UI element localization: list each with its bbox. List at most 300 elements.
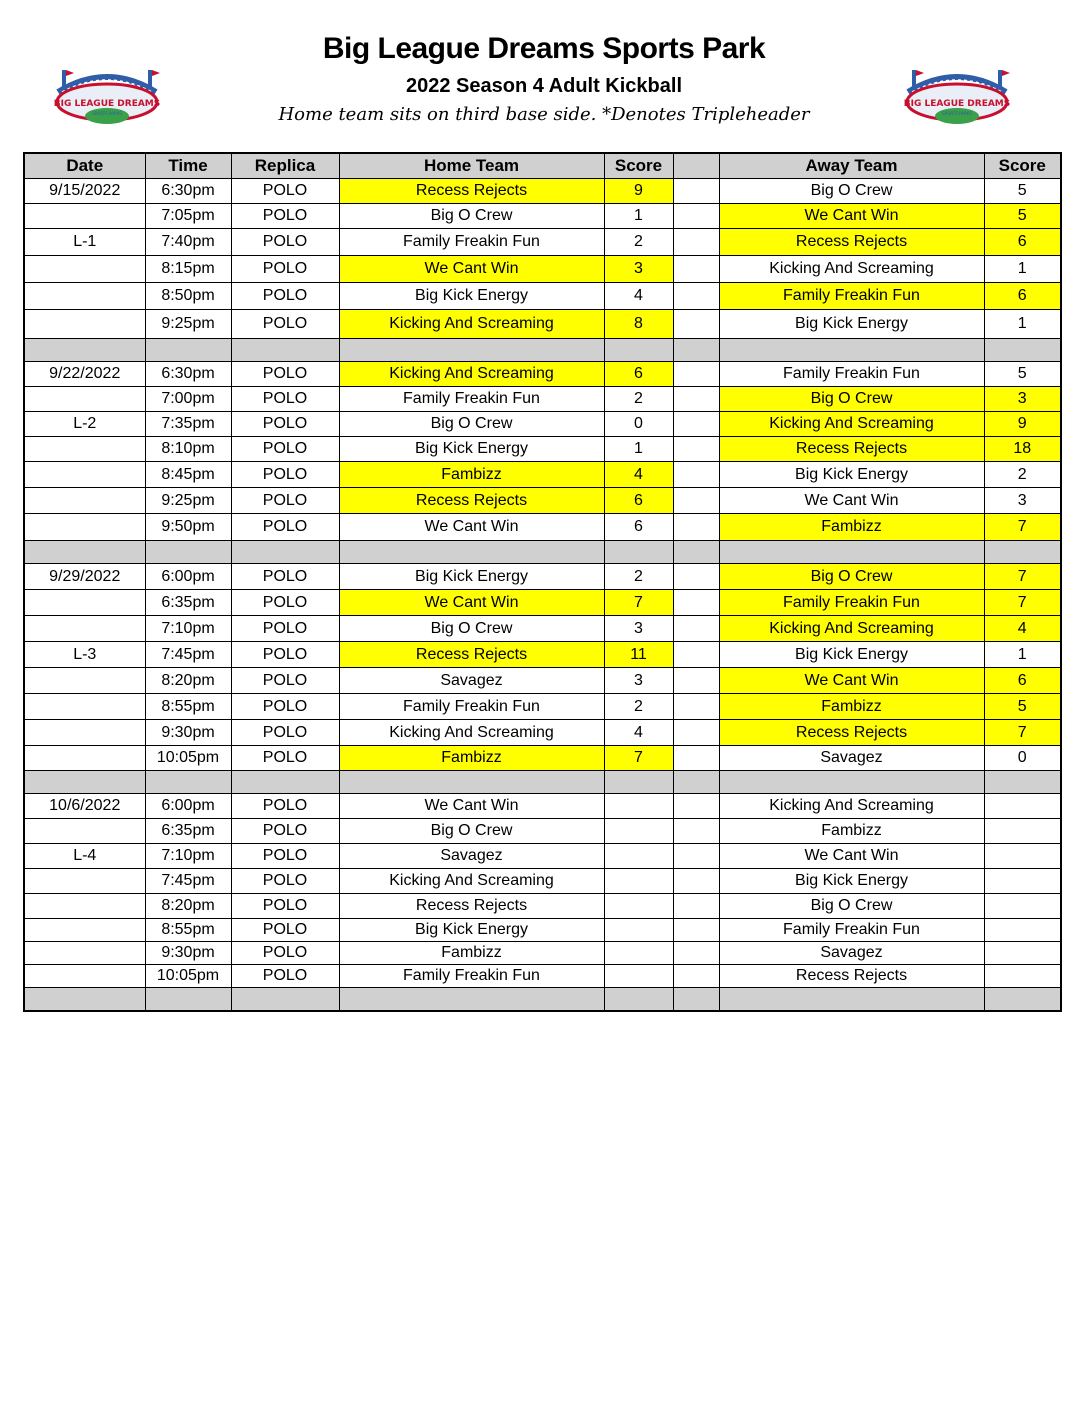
separator-cell: [719, 988, 984, 1012]
spacer-cell: [673, 437, 719, 462]
game-time: 9:50pm: [145, 514, 231, 541]
home-score: 6: [604, 514, 673, 541]
game-time: 6:00pm: [145, 794, 231, 819]
game-field: POLO: [231, 229, 339, 256]
separator-cell: [604, 339, 673, 362]
away-team: Family Freakin Fun: [719, 362, 984, 387]
away-score: 0: [984, 746, 1061, 771]
spacer-cell: [673, 616, 719, 642]
separator-cell: [673, 771, 719, 794]
separator-cell: [984, 988, 1061, 1012]
game-date: [24, 514, 145, 541]
home-score: [604, 965, 673, 988]
spacer-cell: [673, 642, 719, 668]
game-date: [24, 942, 145, 965]
big-league-dreams-logo: [898, 62, 1016, 130]
game-time: 6:35pm: [145, 590, 231, 616]
table-row: [24, 387, 1061, 412]
game-date: L-4: [24, 844, 145, 869]
table-row: [24, 437, 1061, 462]
page-subtitle: 2022 Season 4 Adult Kickball: [405, 75, 683, 97]
col-away-score: Score: [984, 153, 1061, 179]
home-team: Kicking And Screaming: [339, 869, 604, 894]
home-score: 0: [604, 412, 673, 437]
spacer-cell: [673, 668, 719, 694]
separator-cell: [145, 541, 231, 564]
game-date: [24, 819, 145, 844]
away-score: 5: [984, 694, 1061, 720]
away-team: Fambizz: [719, 514, 984, 541]
away-team: Big O Crew: [719, 179, 984, 204]
game-time: 7:45pm: [145, 642, 231, 668]
home-team: Family Freakin Fun: [339, 387, 604, 412]
away-team: Big O Crew: [719, 387, 984, 412]
table-row: [24, 283, 1061, 310]
separator-cell: [604, 771, 673, 794]
spacer-cell: [673, 488, 719, 514]
game-time: 6:35pm: [145, 819, 231, 844]
spacer-cell: [673, 942, 719, 965]
separator-cell: [673, 541, 719, 564]
home-team: Fambizz: [339, 746, 604, 771]
away-score: 3: [984, 387, 1061, 412]
separator-cell: [604, 541, 673, 564]
game-time: 8:45pm: [145, 462, 231, 488]
game-date: [24, 488, 145, 514]
table-row: [24, 488, 1061, 514]
table-row: [24, 204, 1061, 229]
game-time: 8:55pm: [145, 694, 231, 720]
game-time: 9:30pm: [145, 942, 231, 965]
separator-cell: [24, 771, 145, 794]
separator-cell: [984, 771, 1061, 794]
home-score: 4: [604, 720, 673, 746]
game-time: 9:25pm: [145, 488, 231, 514]
separator-cell: [719, 771, 984, 794]
away-team: Big Kick Energy: [719, 642, 984, 668]
home-team: Kicking And Screaming: [339, 362, 604, 387]
game-time: 8:20pm: [145, 894, 231, 919]
home-team: Recess Rejects: [339, 488, 604, 514]
spacer-cell: [673, 514, 719, 541]
away-score: 7: [984, 514, 1061, 541]
home-team: We Cant Win: [339, 256, 604, 283]
home-team: Big Kick Energy: [339, 283, 604, 310]
home-team: Family Freakin Fun: [339, 694, 604, 720]
separator-cell: [231, 988, 339, 1012]
spacer-cell: [673, 387, 719, 412]
home-score: [604, 819, 673, 844]
table-row: [24, 965, 1061, 988]
spacer-cell: [673, 720, 719, 746]
away-team: We Cant Win: [719, 488, 984, 514]
separator-cell: [339, 339, 604, 362]
game-date: [24, 894, 145, 919]
home-team: We Cant Win: [339, 794, 604, 819]
away-team: Recess Rejects: [719, 720, 984, 746]
table-row: [24, 616, 1061, 642]
game-time: 9:30pm: [145, 720, 231, 746]
spacer-cell: [673, 869, 719, 894]
away-score: 7: [984, 720, 1061, 746]
separator-cell: [339, 988, 604, 1012]
away-team: Recess Rejects: [719, 229, 984, 256]
away-score: [984, 894, 1061, 919]
schedule-body: [24, 179, 1061, 1012]
game-field: POLO: [231, 965, 339, 988]
away-score: 6: [984, 668, 1061, 694]
home-score: [604, 869, 673, 894]
separator-cell: [673, 339, 719, 362]
table-row: [24, 179, 1061, 204]
spacer-cell: [673, 462, 719, 488]
game-time: 7:45pm: [145, 869, 231, 894]
game-time: 9:25pm: [145, 310, 231, 339]
away-score: 5: [984, 179, 1061, 204]
game-date: [24, 204, 145, 229]
table-row: [24, 746, 1061, 771]
away-score: 9: [984, 412, 1061, 437]
game-field: POLO: [231, 387, 339, 412]
away-score: 7: [984, 564, 1061, 590]
home-score: 2: [604, 564, 673, 590]
week-separator-row: [24, 988, 1061, 1012]
game-field: POLO: [231, 794, 339, 819]
home-score: 11: [604, 642, 673, 668]
spacer-cell: [673, 412, 719, 437]
home-team: Savagez: [339, 844, 604, 869]
game-time: 8:50pm: [145, 283, 231, 310]
game-date: [24, 462, 145, 488]
home-team: We Cant Win: [339, 514, 604, 541]
away-team: Big Kick Energy: [719, 462, 984, 488]
separator-cell: [719, 339, 984, 362]
game-field: POLO: [231, 642, 339, 668]
logo-text-top: BIG LEAGUE DREAMS: [53, 99, 161, 109]
home-team: We Cant Win: [339, 590, 604, 616]
spacer-cell: [673, 819, 719, 844]
home-score: 6: [604, 362, 673, 387]
separator-cell: [145, 988, 231, 1012]
home-score: 3: [604, 256, 673, 283]
separator-cell: [145, 339, 231, 362]
table-row: [24, 412, 1061, 437]
game-field: POLO: [231, 819, 339, 844]
game-date: [24, 720, 145, 746]
spacer-cell: [673, 894, 719, 919]
away-team: Recess Rejects: [719, 437, 984, 462]
spacer-cell: [673, 564, 719, 590]
home-team: Fambizz: [339, 462, 604, 488]
game-field: POLO: [231, 869, 339, 894]
table-row: [24, 942, 1061, 965]
game-field: POLO: [231, 668, 339, 694]
separator-cell: [984, 339, 1061, 362]
away-team: Fambizz: [719, 694, 984, 720]
away-score: 5: [984, 362, 1061, 387]
game-date: [24, 616, 145, 642]
game-date: [24, 256, 145, 283]
spacer-cell: [673, 204, 719, 229]
away-team: Recess Rejects: [719, 965, 984, 988]
game-date: L-1: [24, 229, 145, 256]
away-team: Kicking And Screaming: [719, 616, 984, 642]
game-date: [24, 310, 145, 339]
week-separator-row: [24, 541, 1061, 564]
home-team: Big O Crew: [339, 204, 604, 229]
table-row: [24, 668, 1061, 694]
table-row: [24, 229, 1061, 256]
game-field: POLO: [231, 310, 339, 339]
game-time: 6:00pm: [145, 564, 231, 590]
away-score: 18: [984, 437, 1061, 462]
home-score: [604, 919, 673, 942]
game-field: POLO: [231, 488, 339, 514]
away-team: Big O Crew: [719, 894, 984, 919]
home-team: Fambizz: [339, 942, 604, 965]
col-home-team: Home Team: [339, 153, 604, 179]
game-date: 10/6/2022: [24, 794, 145, 819]
home-score: 2: [604, 387, 673, 412]
home-score: 4: [604, 462, 673, 488]
game-field: POLO: [231, 720, 339, 746]
home-score: 9: [604, 179, 673, 204]
separator-cell: [984, 541, 1061, 564]
game-date: L-3: [24, 642, 145, 668]
col-time: Time: [145, 153, 231, 179]
spacer-cell: [673, 590, 719, 616]
game-field: POLO: [231, 179, 339, 204]
table-row: [24, 819, 1061, 844]
separator-cell: [719, 541, 984, 564]
game-time: 8:15pm: [145, 256, 231, 283]
game-time: 10:05pm: [145, 746, 231, 771]
game-date: [24, 746, 145, 771]
separator-cell: [231, 339, 339, 362]
game-field: POLO: [231, 694, 339, 720]
game-time: 7:10pm: [145, 616, 231, 642]
home-score: [604, 894, 673, 919]
page-note: Home team sits on third base side. *Denotes Tripleheader: [278, 104, 810, 125]
game-field: POLO: [231, 437, 339, 462]
away-team: Kicking And Screaming: [719, 412, 984, 437]
game-time: 7:00pm: [145, 387, 231, 412]
game-field: POLO: [231, 462, 339, 488]
away-team: Big Kick Energy: [719, 310, 984, 339]
game-time: 7:40pm: [145, 229, 231, 256]
home-team: Recess Rejects: [339, 179, 604, 204]
week-separator-row: [24, 771, 1061, 794]
table-row: [24, 844, 1061, 869]
game-date: [24, 283, 145, 310]
table-row: [24, 919, 1061, 942]
away-score: 2: [984, 462, 1061, 488]
away-team: Savagez: [719, 746, 984, 771]
game-field: POLO: [231, 564, 339, 590]
separator-cell: [339, 541, 604, 564]
game-date: [24, 590, 145, 616]
home-team: Big O Crew: [339, 616, 604, 642]
home-score: [604, 844, 673, 869]
away-score: 1: [984, 642, 1061, 668]
table-row: [24, 642, 1061, 668]
table-row: [24, 362, 1061, 387]
game-field: POLO: [231, 894, 339, 919]
game-date: 9/22/2022: [24, 362, 145, 387]
spacer-cell: [673, 965, 719, 988]
home-score: 1: [604, 437, 673, 462]
table-row: [24, 869, 1061, 894]
game-time: 6:30pm: [145, 362, 231, 387]
spacer-cell: [673, 694, 719, 720]
away-team: Family Freakin Fun: [719, 919, 984, 942]
game-date: 9/15/2022: [24, 179, 145, 204]
home-team: Family Freakin Fun: [339, 229, 604, 256]
game-field: POLO: [231, 362, 339, 387]
home-team: Kicking And Screaming: [339, 310, 604, 339]
home-score: 6: [604, 488, 673, 514]
home-team: Family Freakin Fun: [339, 965, 604, 988]
table-row: [24, 256, 1061, 283]
home-team: Big O Crew: [339, 819, 604, 844]
game-time: 7:35pm: [145, 412, 231, 437]
logo-text-bottom: SPORTS PARKS: [92, 111, 122, 116]
col-replica: Replica: [231, 153, 339, 179]
away-score: 1: [984, 310, 1061, 339]
away-team: Kicking And Screaming: [719, 794, 984, 819]
away-team: Family Freakin Fun: [719, 590, 984, 616]
home-team: Big Kick Energy: [339, 437, 604, 462]
table-row: [24, 462, 1061, 488]
spacer-cell: [673, 362, 719, 387]
away-score: 6: [984, 229, 1061, 256]
away-score: [984, 965, 1061, 988]
game-date: [24, 694, 145, 720]
week-separator-row: [24, 339, 1061, 362]
game-date: [24, 668, 145, 694]
home-score: 2: [604, 229, 673, 256]
away-score: [984, 919, 1061, 942]
home-team: Big Kick Energy: [339, 564, 604, 590]
separator-cell: [24, 988, 145, 1012]
table-row: [24, 590, 1061, 616]
home-score: [604, 942, 673, 965]
away-team: Big Kick Energy: [719, 869, 984, 894]
game-field: POLO: [231, 844, 339, 869]
col-away-team: Away Team: [719, 153, 984, 179]
game-field: POLO: [231, 746, 339, 771]
game-date: [24, 919, 145, 942]
home-score: [604, 794, 673, 819]
home-score: 3: [604, 616, 673, 642]
col-spacer: [673, 153, 719, 179]
home-score: 7: [604, 590, 673, 616]
home-score: 8: [604, 310, 673, 339]
game-time: 6:30pm: [145, 179, 231, 204]
away-score: 7: [984, 590, 1061, 616]
spacer-cell: [673, 310, 719, 339]
spacer-cell: [673, 919, 719, 942]
away-score: 3: [984, 488, 1061, 514]
home-score: 1: [604, 204, 673, 229]
col-date: Date: [24, 153, 145, 179]
away-score: [984, 794, 1061, 819]
separator-cell: [24, 339, 145, 362]
home-score: 7: [604, 746, 673, 771]
home-team: Recess Rejects: [339, 894, 604, 919]
game-field: POLO: [231, 616, 339, 642]
table-row: [24, 794, 1061, 819]
home-score: 2: [604, 694, 673, 720]
away-score: 6: [984, 283, 1061, 310]
separator-cell: [24, 541, 145, 564]
game-time: 8:10pm: [145, 437, 231, 462]
spacer-cell: [673, 179, 719, 204]
away-team: Savagez: [719, 942, 984, 965]
spacer-cell: [673, 229, 719, 256]
schedule-table: [23, 152, 1062, 1012]
table-row: [24, 894, 1061, 919]
table-row: [24, 310, 1061, 339]
logo-text-top: BIG LEAGUE DREAMS: [903, 99, 1011, 109]
away-team: Kicking And Screaming: [719, 256, 984, 283]
table-row: [24, 720, 1061, 746]
game-date: [24, 965, 145, 988]
away-score: 4: [984, 616, 1061, 642]
away-score: 1: [984, 256, 1061, 283]
spacer-cell: [673, 746, 719, 771]
away-score: [984, 819, 1061, 844]
game-field: POLO: [231, 919, 339, 942]
separator-cell: [231, 541, 339, 564]
table-row: [24, 564, 1061, 590]
logo-text-bottom: SPORTS PARKS: [942, 111, 972, 116]
away-team: Fambizz: [719, 819, 984, 844]
spacer-cell: [673, 844, 719, 869]
game-time: 7:05pm: [145, 204, 231, 229]
home-team: Big O Crew: [339, 412, 604, 437]
home-score: 4: [604, 283, 673, 310]
away-score: 5: [984, 204, 1061, 229]
table-header-row: [24, 153, 1061, 179]
game-field: POLO: [231, 256, 339, 283]
away-team: We Cant Win: [719, 844, 984, 869]
game-date: L-2: [24, 412, 145, 437]
game-field: POLO: [231, 590, 339, 616]
spacer-cell: [673, 794, 719, 819]
away-team: Family Freakin Fun: [719, 283, 984, 310]
home-team: Savagez: [339, 668, 604, 694]
game-date: [24, 869, 145, 894]
game-field: POLO: [231, 514, 339, 541]
game-time: 8:55pm: [145, 919, 231, 942]
game-field: POLO: [231, 942, 339, 965]
away-team: Big O Crew: [719, 564, 984, 590]
table-row: [24, 694, 1061, 720]
home-team: Big Kick Energy: [339, 919, 604, 942]
game-field: POLO: [231, 412, 339, 437]
game-time: 10:05pm: [145, 965, 231, 988]
home-team: Kicking And Screaming: [339, 720, 604, 746]
away-score: [984, 869, 1061, 894]
table-row: [24, 514, 1061, 541]
home-team: Recess Rejects: [339, 642, 604, 668]
away-team: We Cant Win: [719, 668, 984, 694]
game-date: [24, 387, 145, 412]
game-time: 7:10pm: [145, 844, 231, 869]
away-team: We Cant Win: [719, 204, 984, 229]
spacer-cell: [673, 256, 719, 283]
